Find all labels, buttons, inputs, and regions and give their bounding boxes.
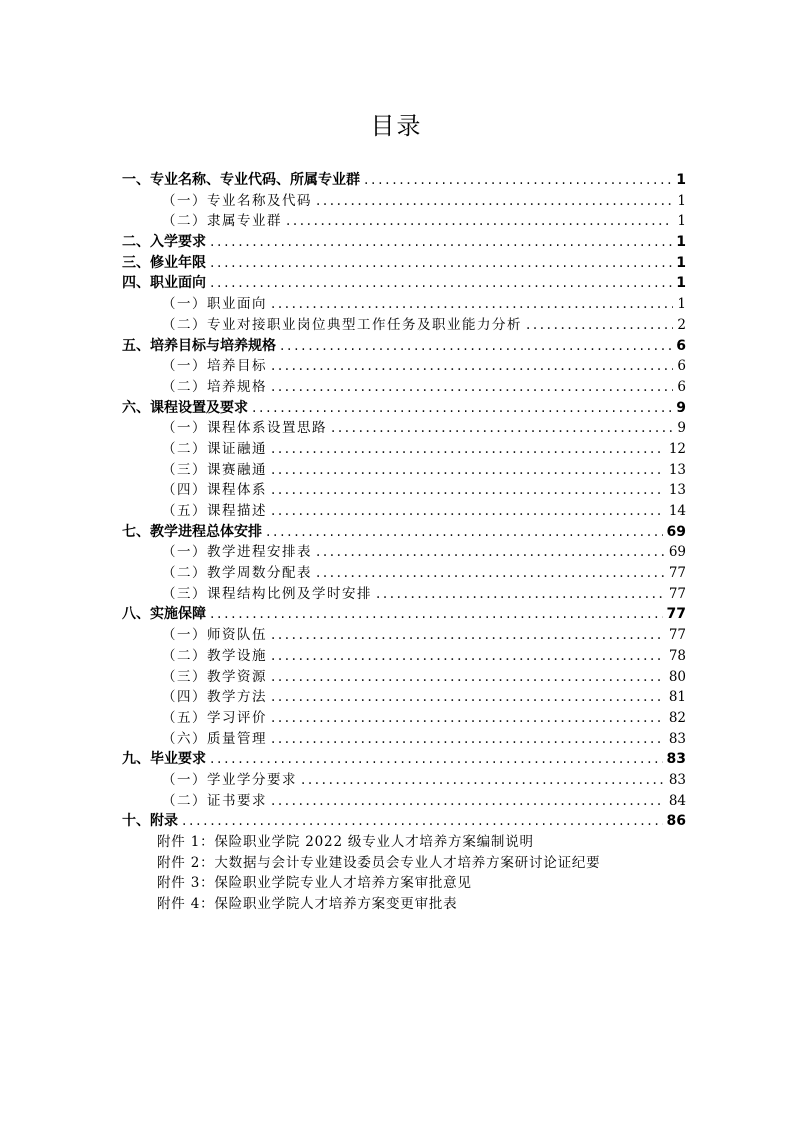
dot-leader [271, 501, 665, 522]
toc-page-number: 78 [668, 647, 686, 664]
toc-subsection-entry[interactable] [122, 501, 686, 522]
toc-page-number: 6 [676, 337, 686, 354]
dot-leader [210, 232, 672, 253]
dot-leader [280, 336, 672, 357]
toc-subsection-entry[interactable] [122, 770, 686, 791]
toc-page-number: 84 [668, 792, 686, 809]
toc-entry-label: （一）职业面向 [162, 296, 267, 313]
dot-leader [271, 480, 665, 501]
toc-page-number: 69 [668, 544, 686, 561]
toc-entry-label: （一）课程体系设置思路 [162, 420, 327, 437]
toc-page-number: 1 [677, 296, 686, 313]
dot-leader [331, 418, 673, 439]
toc-entry-label: （三）课赛融通 [162, 461, 267, 478]
toc-entry-label: （一）培养目标 [162, 358, 267, 375]
toc-page-number: 69 [666, 523, 686, 540]
toc-entries [122, 170, 686, 832]
toc-entry-label: （二）证书要求 [162, 792, 267, 809]
annex-list [122, 832, 686, 915]
toc-page-number: 83 [666, 751, 686, 768]
toc-entry-label: 三、修业年限 [122, 254, 206, 271]
dot-leader [271, 687, 665, 708]
annex-item[interactable]: 附件 2：大数据与会计专业建设委员会专业人才培养方案研讨论证纪要 [157, 854, 601, 871]
dot-leader [271, 667, 665, 688]
toc-subsection-entry[interactable] [122, 542, 686, 563]
dot-leader [210, 749, 663, 770]
toc-page-number: 14 [668, 503, 686, 519]
toc-entry-label: （一）教学进程安排表 [162, 544, 312, 561]
toc-subsection-entry[interactable] [122, 729, 686, 750]
toc-entry-label: （二）专业对接职业岗位典型工作任务及职业能力分析 [162, 316, 522, 333]
dot-leader [252, 398, 672, 419]
toc-entry-label: （五）课程描述 [162, 503, 267, 519]
dot-leader [286, 211, 673, 232]
toc-section-entry[interactable] [122, 604, 686, 625]
dot-leader [210, 273, 672, 294]
toc-entry-label: （二）课证融通 [162, 440, 267, 457]
toc-section-entry[interactable] [122, 749, 686, 770]
toc-section-entry[interactable] [122, 522, 686, 543]
page-title: 目录 [370, 112, 423, 140]
toc-entry-label: 六、课程设置及要求 [122, 399, 248, 416]
toc-entry-label: （五）学习评价 [162, 709, 267, 726]
toc-entry-label: 九、毕业要求 [122, 751, 206, 768]
toc-entry-label: 八、实施保障 [122, 606, 206, 623]
dot-leader [364, 170, 672, 191]
toc-section-entry[interactable] [122, 811, 686, 832]
toc-page-number: 82 [668, 709, 686, 726]
toc-entry-label: （二）隶属专业群 [162, 213, 282, 230]
toc-subsection-entry[interactable] [122, 418, 686, 439]
toc-page-number: 1 [676, 234, 686, 251]
toc-page-number: 13 [668, 482, 686, 499]
toc-subsection-entry[interactable] [122, 687, 686, 708]
dot-leader [526, 315, 673, 336]
toc-entry-label: 十、附录 [122, 813, 178, 830]
toc-section-entry[interactable] [122, 336, 686, 357]
toc-page-number: 1 [677, 192, 686, 209]
toc-entry-label: （二）培养规格 [162, 378, 267, 395]
toc-section-entry[interactable] [122, 253, 686, 274]
toc-page-number: 9 [676, 399, 686, 416]
toc-entry-label: （一）师资队伍 [162, 627, 267, 644]
toc-subsection-entry[interactable] [122, 584, 686, 605]
toc-entry-label: （二）教学设施 [162, 647, 267, 664]
toc-entry-label: （二）教学周数分配表 [162, 565, 312, 582]
dot-leader [301, 770, 665, 791]
table-of-contents [122, 170, 686, 915]
dot-leader [271, 294, 673, 315]
dot-leader [271, 729, 665, 750]
toc-page-number: 1 [676, 172, 686, 188]
dot-leader [316, 542, 665, 563]
toc-page-number: 77 [668, 627, 686, 644]
dot-leader [271, 356, 673, 377]
toc-subsection-entry[interactable] [122, 356, 686, 377]
toc-page-number: 86 [666, 813, 686, 830]
dot-leader [271, 646, 665, 667]
dot-leader [266, 522, 663, 543]
toc-subsection-entry[interactable] [122, 460, 686, 481]
toc-entry-label: 二、入学要求 [122, 234, 206, 251]
toc-section-entry[interactable] [122, 273, 686, 294]
toc-page-number: 83 [668, 771, 686, 788]
annex-item[interactable]: 附件 4：保险职业学院人才培养方案变更审批表 [157, 896, 458, 913]
toc-subsection-entry[interactable] [122, 563, 686, 584]
toc-page-number: 6 [677, 378, 686, 395]
toc-page-number: 12 [668, 440, 686, 457]
dot-leader [210, 604, 663, 625]
toc-page-number: 6 [677, 358, 686, 375]
toc-entry-label: （一）学业学分要求 [162, 771, 297, 788]
toc-entry-label: 五、培养目标与培养规格 [122, 337, 276, 354]
toc-entry-label: 四、职业面向 [122, 275, 206, 292]
toc-subsection-entry[interactable] [122, 294, 686, 315]
dot-leader [376, 584, 665, 605]
toc-subsection-entry[interactable] [122, 439, 686, 460]
toc-page-number: 1 [676, 254, 686, 271]
toc-subsection-entry[interactable] [122, 667, 686, 688]
toc-subsection-entry[interactable] [122, 211, 686, 232]
toc-page-number: 13 [668, 461, 686, 478]
toc-page-number: 77 [666, 606, 686, 623]
toc-entry-label: （三）教学资源 [162, 668, 267, 685]
annex-item[interactable]: 附件 1：保险职业学院 2022 级专业人才培养方案编制说明 [157, 834, 534, 850]
dot-leader [271, 377, 673, 398]
toc-entry-label: （四）教学方法 [162, 689, 267, 706]
toc-page-number: 80 [668, 668, 686, 685]
toc-page-number: 83 [668, 730, 686, 747]
toc-page-number: 1 [677, 213, 686, 230]
dot-leader [271, 460, 665, 481]
dot-leader [182, 811, 663, 832]
toc-section-entry[interactable] [122, 232, 686, 253]
annex-item[interactable]: 附件 3：保险职业学院专业人才培养方案审批意见 [157, 875, 472, 892]
dot-leader [271, 791, 665, 812]
toc-section-entry[interactable] [122, 398, 686, 419]
dot-leader [316, 563, 665, 584]
dot-leader [210, 253, 672, 274]
toc-subsection-entry[interactable] [122, 315, 686, 336]
dot-leader [271, 708, 665, 729]
toc-subsection-entry[interactable] [122, 480, 686, 501]
toc-page-number: 81 [668, 689, 686, 706]
toc-entry-label: （四）课程体系 [162, 482, 267, 499]
toc-page-number: 9 [677, 420, 686, 437]
toc-entry-label: （一）专业名称及代码 [162, 192, 312, 209]
toc-subsection-entry[interactable] [122, 708, 686, 729]
toc-subsection-entry[interactable] [122, 646, 686, 667]
toc-subsection-entry[interactable] [122, 625, 686, 646]
toc-entry-label: 一、专业名称、专业代码、所属专业群 [122, 172, 360, 188]
toc-entry-label: 七、教学进程总体安排 [122, 523, 262, 540]
dot-leader [271, 439, 665, 460]
toc-subsection-entry[interactable] [122, 791, 686, 812]
toc-page-number: 77 [668, 585, 686, 602]
toc-page-number: 2 [677, 316, 686, 333]
toc-entry-label: （六）质量管理 [162, 730, 267, 747]
dot-leader [271, 625, 665, 646]
dot-leader [316, 191, 673, 212]
toc-page-number: 77 [668, 565, 686, 582]
toc-entry-label: （三）课程结构比例及学时安排 [162, 585, 372, 602]
toc-subsection-entry[interactable] [122, 191, 686, 212]
toc-section-entry[interactable] [122, 170, 686, 191]
toc-subsection-entry[interactable] [122, 377, 686, 398]
toc-page-number: 1 [676, 275, 686, 292]
